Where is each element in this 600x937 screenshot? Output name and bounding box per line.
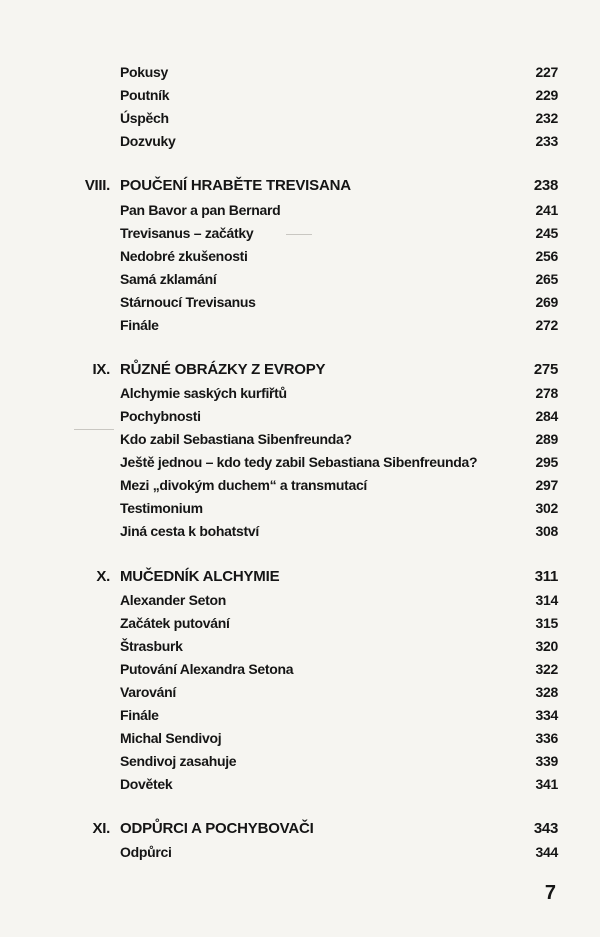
toc-section-row	[0, 727, 600, 749]
scan-mark	[286, 234, 312, 235]
section-title: Odpůrci	[120, 844, 172, 860]
page-ref: 289	[535, 431, 558, 447]
page-ref: 245	[535, 225, 558, 241]
toc-section-row	[0, 612, 600, 634]
section-title: Alchymie saských kurfiřtů	[120, 385, 287, 401]
page-ref: 284	[535, 408, 558, 424]
toc-section-row	[0, 520, 600, 542]
page-ref: 269	[535, 294, 558, 310]
toc-section-row	[0, 84, 600, 106]
page-ref: 241	[535, 202, 558, 218]
section-title: Michal Sendivoj	[120, 730, 222, 746]
scan-mark	[74, 429, 114, 430]
page-ref: 256	[535, 248, 558, 264]
section-title: Úspěch	[120, 110, 169, 126]
toc-section-row	[0, 268, 600, 290]
toc-section-row	[0, 681, 600, 703]
page-ref: 343	[533, 820, 558, 837]
section-title: Začátek putování	[120, 615, 230, 631]
toc-section-row	[0, 382, 600, 404]
section-title: Sendivoj zasahuje	[120, 753, 237, 769]
toc-section-row	[0, 107, 600, 129]
page-ref: 232	[535, 110, 558, 126]
section-title: Finále	[120, 707, 159, 723]
toc-section-row	[0, 497, 600, 519]
section-title: Putování Alexandra Setona	[120, 661, 294, 677]
toc-section-row	[0, 405, 600, 427]
page-ref: 336	[535, 730, 558, 746]
section-title: Testimonium	[120, 500, 203, 516]
chapter-number: X.	[96, 568, 110, 585]
toc-section-row	[0, 245, 600, 267]
section-title: Nedobré zkušenosti	[120, 248, 248, 264]
chapter-title: MUČEDNÍK ALCHYMIE	[120, 568, 280, 585]
page-number: 7	[544, 882, 556, 904]
page-ref: 322	[535, 661, 558, 677]
page-ref: 275	[533, 361, 558, 378]
section-title: Kdo zabil Sebastiana Sibenfreunda?	[120, 431, 352, 447]
page-ref: 302	[535, 500, 558, 516]
chapter-title: RŮZNÉ OBRÁZKY Z EVROPY	[120, 361, 326, 378]
page-ref: 344	[535, 844, 558, 860]
section-title: Pokusy	[120, 64, 168, 80]
section-title: Jiná cesta k bohatství	[120, 523, 259, 539]
toc-section-row	[0, 750, 600, 772]
section-title: Poutník	[120, 87, 170, 103]
page-ref: 278	[535, 385, 558, 401]
toc-section-row	[0, 428, 600, 450]
toc-section-row	[0, 635, 600, 657]
toc-section-row	[0, 61, 600, 83]
section-title: Varování	[120, 684, 176, 700]
page-ref: 272	[535, 317, 558, 333]
toc-section-row	[0, 130, 600, 152]
section-title: Ještě jednou – kdo tedy zabil Sebastiana Sibenfreunda?	[120, 454, 478, 470]
section-title: Trevisanus – začátky	[120, 225, 254, 241]
page-ref: 308	[535, 523, 558, 539]
page-ref: 339	[535, 753, 558, 769]
page-ref: 265	[535, 271, 558, 287]
toc-chapter-row	[0, 359, 600, 381]
toc-section-row	[0, 589, 600, 611]
chapter-title: ODPŮRCI A POCHYBOVAČI	[120, 820, 314, 837]
page-ref: 229	[535, 87, 558, 103]
section-title: Alexander Seton	[120, 592, 226, 608]
section-title: Pan Bavor a pan Bernard	[120, 202, 281, 218]
section-title: Dozvuky	[120, 133, 176, 149]
page-ref: 341	[535, 776, 558, 792]
toc-section-row	[0, 704, 600, 726]
section-title: Samá zklamání	[120, 271, 217, 287]
toc-section-row	[0, 658, 600, 680]
page-ref: 314	[535, 592, 558, 608]
toc-chapter-row	[0, 175, 600, 197]
toc-section-row	[0, 314, 600, 336]
toc-section-row	[0, 451, 600, 473]
page-ref: 238	[533, 177, 558, 194]
toc-section-row	[0, 841, 600, 863]
toc-chapter-row	[0, 566, 600, 588]
toc-section-row	[0, 291, 600, 313]
chapter-number: IX.	[92, 361, 110, 378]
page-ref: 334	[535, 707, 558, 723]
chapter-number: XI.	[92, 820, 110, 837]
section-title: Mezi „divokým duchem“ a transmutací	[120, 477, 368, 493]
chapter-title: POUČENÍ HRABĚTE TREVISANA	[120, 177, 351, 194]
page-ref: 295	[535, 454, 558, 470]
section-title: Dovětek	[120, 776, 173, 792]
page-ref: 320	[535, 638, 558, 654]
page-ref: 233	[535, 133, 558, 149]
page-ref: 328	[535, 684, 558, 700]
section-title: Stárnoucí Trevisanus	[120, 294, 256, 310]
page-ref: 297	[535, 477, 558, 493]
chapter-number: VIII.	[84, 177, 110, 194]
section-title: Štrasburk	[120, 638, 183, 654]
toc-chapter-row	[0, 818, 600, 840]
page-ref: 315	[535, 615, 558, 631]
toc-section-row	[0, 222, 600, 244]
toc-section-row	[0, 199, 600, 221]
toc-section-row	[0, 773, 600, 795]
page-ref: 311	[534, 568, 558, 585]
section-title: Finále	[120, 317, 159, 333]
page-ref: 227	[535, 64, 558, 80]
section-title: Pochybnosti	[120, 408, 201, 424]
toc-section-row	[0, 474, 600, 496]
